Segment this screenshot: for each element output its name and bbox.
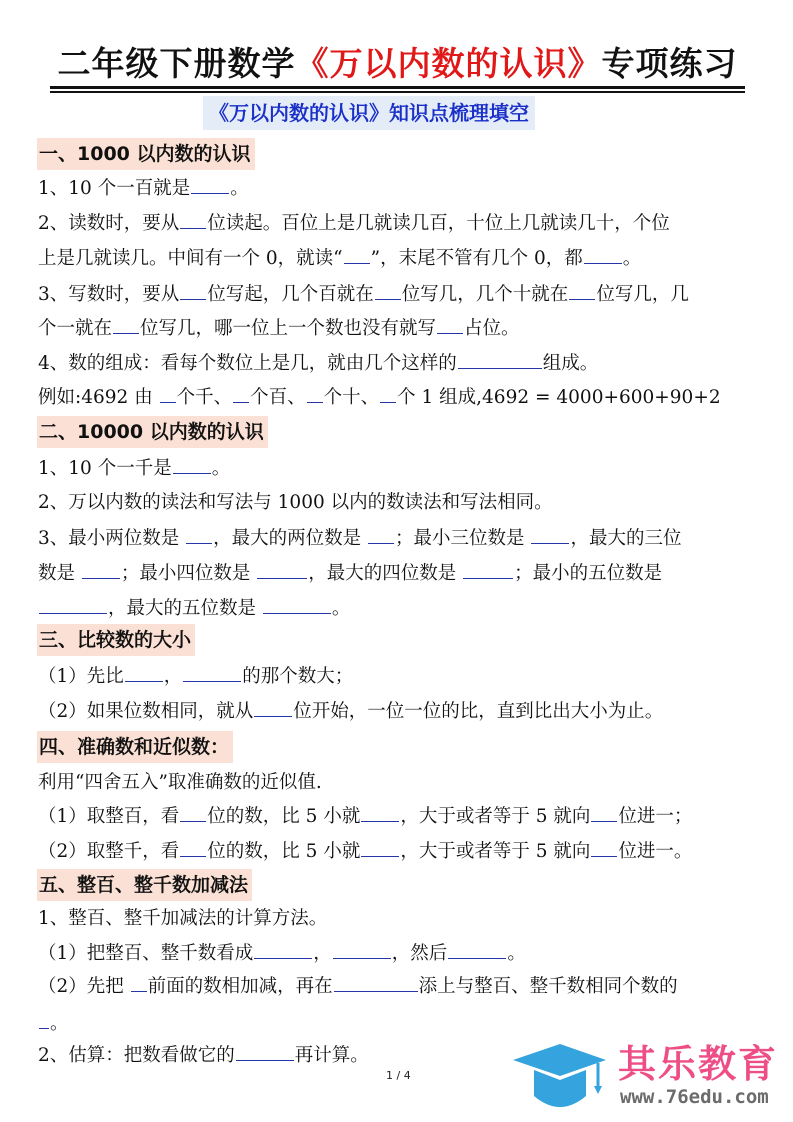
text-line: 1、10 个一百就是 。 [38, 175, 249, 202]
blank[interactable] [463, 560, 513, 579]
blank[interactable] [591, 838, 617, 857]
text-line: 2、估算：把数看做它的 再计算。 [38, 1042, 369, 1069]
blank[interactable] [180, 281, 206, 300]
blank[interactable] [591, 803, 617, 822]
blank[interactable] [254, 940, 312, 959]
blank[interactable] [344, 245, 370, 264]
blank[interactable] [333, 940, 391, 959]
page-number: 1 / 4 [386, 1069, 411, 1082]
blank[interactable] [257, 560, 307, 579]
text-line: （1）取整百，看 位的数，比 5 小就 ，大于或者等于 5 就向 位进一； [38, 803, 692, 830]
blank[interactable] [263, 595, 331, 614]
blank[interactable] [361, 838, 399, 857]
blank[interactable] [39, 595, 107, 614]
text-line: 2、读数时，要从 位读起。百位上是几就读几百，十位上几就读几十，个位 [38, 210, 670, 237]
blank[interactable] [254, 698, 292, 717]
text-line: （2）如果位数相同，就从 位开始，一位一位的比，直到比出大小为止。 [38, 698, 663, 725]
blank[interactable] [458, 350, 542, 369]
section-heading-2: 二、10000 以内数的认识 [37, 416, 268, 448]
text-line: （2）先把 前面的数相加减，再在 添上与整百、整千数相同个数的 [38, 973, 678, 1000]
blank[interactable] [186, 525, 212, 544]
blank[interactable] [82, 560, 120, 579]
blank[interactable] [334, 973, 418, 992]
blank[interactable] [531, 525, 569, 544]
blank[interactable] [191, 175, 229, 194]
text-line: 2、万以内数的读法和写法与 1000 以内的数读法和写法相同。 [38, 492, 553, 513]
section-heading-1: 一、1000 以内数的认识 [37, 138, 255, 170]
blank[interactable] [361, 803, 399, 822]
text-line: （1）先比 ， 的那个数大； [38, 663, 353, 690]
watermark-name: 其乐教育 [618, 1042, 779, 1086]
title-underline-thick [50, 86, 745, 89]
page-title: 二年级下册数学《万以内数的认识》专项练习 [57, 44, 738, 83]
text-line: （2）取整千，看 位的数，比 5 小就 ，大于或者等于 5 就向 位进一。 [38, 838, 692, 865]
blank[interactable] [380, 384, 396, 403]
text-line: 数是 ；最小四位数是 ，最大的四位数是 ；最小的五位数是 [38, 560, 662, 587]
blank[interactable] [131, 973, 147, 992]
text-line: （1）把整百、整千数看成 ， ，然后 。 [38, 940, 526, 967]
blank[interactable] [368, 525, 394, 544]
blank[interactable] [569, 281, 595, 300]
blank[interactable] [584, 245, 622, 264]
graduation-cap-icon [508, 1038, 608, 1118]
blank[interactable] [180, 210, 206, 229]
section-heading-5: 五、整百、整千数加减法 [37, 869, 252, 901]
section-heading-3: 三、比较数的大小 [37, 624, 195, 656]
blank[interactable] [233, 384, 249, 403]
text-line: 利用“四舍五入”取准确数的近似值. [38, 772, 322, 793]
blank[interactable] [375, 281, 401, 300]
text-line: 4、数的组成：看每个数位上是几，就由几个这样的 组成。 [38, 350, 598, 377]
blank[interactable] [113, 315, 139, 334]
text-line: 1、10 个一千是 。 [38, 455, 230, 482]
section-heading-4: 四、准确数和近似数： [37, 731, 233, 763]
blank[interactable] [448, 940, 506, 959]
blank[interactable] [39, 1010, 49, 1029]
text-line: 上是几就读几。中间有一个 0，就读“ ”，末尾不管有几个 0，都 。 [38, 245, 641, 272]
text-line: 。 [38, 1010, 69, 1037]
text-line: ，最大的五位数是 。 [38, 595, 350, 622]
text-line: 1、整百、整千加减法的计算方法。 [38, 908, 328, 929]
blank[interactable] [173, 455, 211, 474]
blank[interactable] [307, 384, 323, 403]
blank[interactable] [180, 838, 206, 857]
blank[interactable] [437, 315, 463, 334]
blank[interactable] [125, 663, 163, 682]
title-underline-thin [50, 91, 745, 93]
subtitle: 《万以内数的认识》知识点梳理填空 [203, 96, 535, 130]
watermark-url: www.76edu.com [620, 1086, 769, 1108]
text-line: 3、写数时，要从 位写起，几个百就在 位写几，几个十就在 位写几，几 [38, 281, 689, 308]
text-line: 3、最小两位数是 ，最大的两位数是 ；最小三位数是 ，最大的三位 [38, 525, 681, 552]
text-line: 个一就在 位写几，哪一位上一个数也没有就写 占位。 [38, 315, 520, 342]
blank[interactable] [160, 384, 176, 403]
blank[interactable] [236, 1042, 294, 1061]
text-line: 例如:4692 由 个千、 个百、 个十、 个 1 组成,4692 = 4000+600+90+2 [38, 384, 721, 411]
watermark-logo [508, 1038, 793, 1122]
blank[interactable] [183, 663, 241, 682]
blank[interactable] [180, 803, 206, 822]
